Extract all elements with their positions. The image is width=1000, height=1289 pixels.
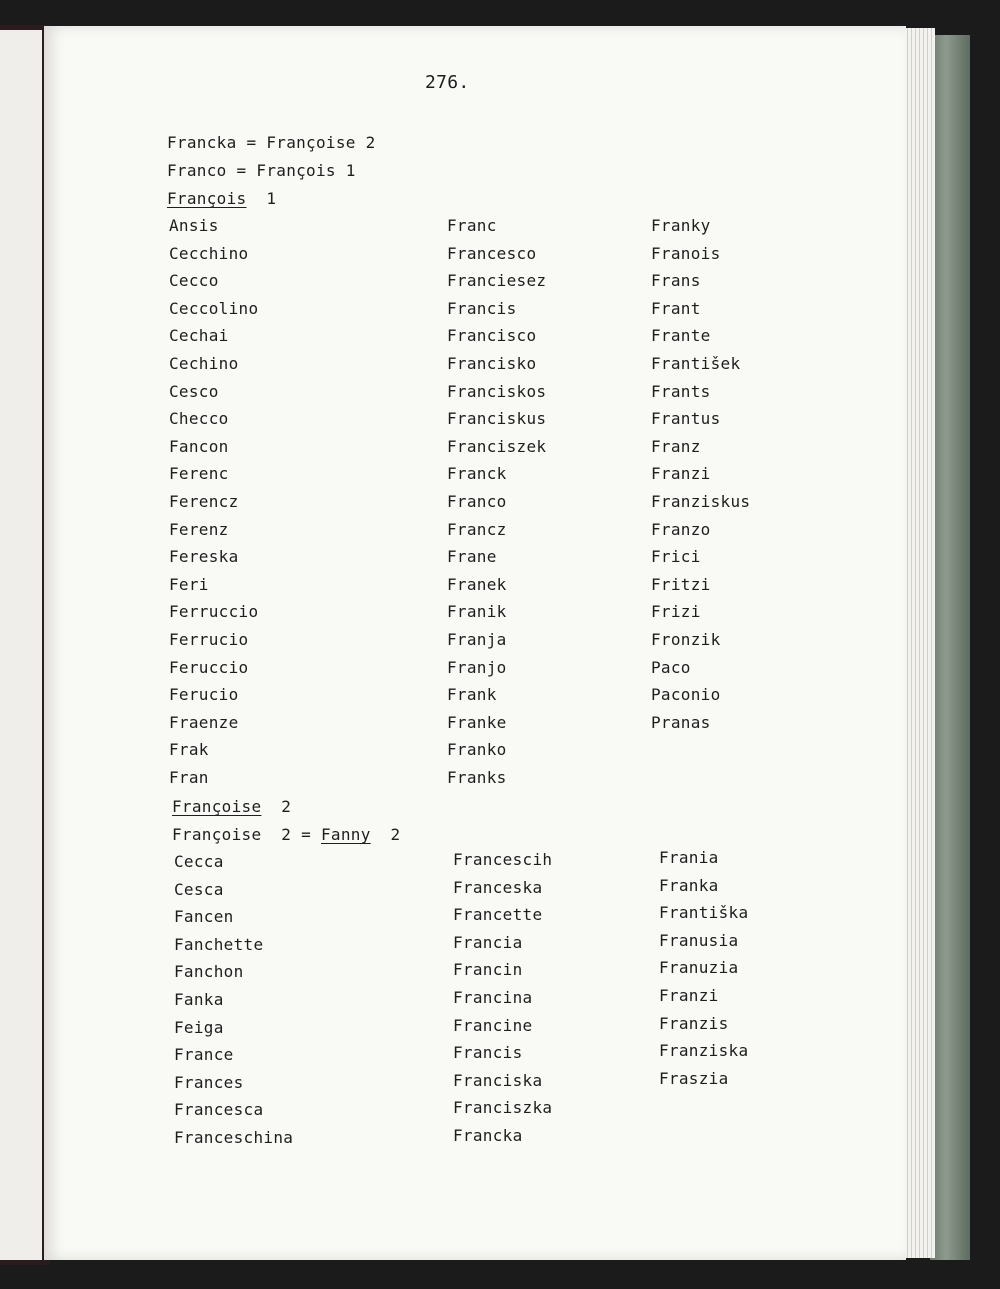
name-entry: Frak — [169, 740, 209, 760]
name-entry: Franciesez — [447, 271, 547, 291]
name-entry: Franusia — [659, 930, 739, 950]
name-entry: Franks — [447, 767, 507, 787]
name-entry: Franciskus — [447, 409, 547, 429]
name-entry: Franik — [447, 602, 507, 622]
page-number: 276. — [425, 72, 470, 93]
section1-column-2 — [447, 212, 546, 791]
book-cover-right — [930, 35, 970, 1260]
name-entry: Frantus — [651, 409, 721, 429]
name-entry: Franois — [651, 243, 721, 263]
name-entry: Francescih — [453, 850, 553, 869]
name-entry: Francina — [453, 987, 533, 1007]
name-entry: Ferencz — [169, 491, 239, 511]
section2-equiv-count: 2 — [390, 825, 401, 844]
name-entry: Franzis — [659, 1013, 729, 1033]
name-entry: Franek — [447, 574, 507, 594]
name-entry: Fereska — [169, 547, 239, 567]
section2-equiv-prefix: Françoise 2 = — [172, 825, 321, 844]
name-entry: Franka — [659, 875, 719, 895]
section1-heading — [167, 189, 276, 208]
name-entry: Fancen — [174, 907, 234, 927]
name-entry: Franciskos — [447, 381, 547, 401]
section2-column-1 — [174, 848, 293, 1152]
name-entry: Pranas — [651, 712, 711, 732]
name-entry: Franko — [447, 740, 507, 760]
name-entry: Francisko — [447, 353, 537, 373]
name-entry: Francine — [453, 1015, 533, 1035]
name-entry: Frane — [447, 547, 497, 567]
section2-equivalence — [172, 825, 400, 844]
name-entry: Paco — [651, 657, 691, 677]
header-line-1: Francka = Françoise 2 — [167, 133, 376, 152]
name-entry: Francka — [453, 1125, 523, 1145]
name-entry: Franceska — [453, 877, 543, 897]
name-entry: Frant — [651, 298, 701, 318]
name-entry: Fronzik — [651, 629, 721, 649]
name-entry: Franciszek — [447, 436, 547, 456]
name-entry: Frici — [651, 547, 701, 567]
name-entry: Francesco — [447, 243, 537, 263]
name-entry: Feruccio — [169, 657, 249, 677]
name-entry: Franz — [651, 436, 701, 456]
name-entry: Františka — [659, 903, 749, 923]
name-entry: Cechai — [169, 326, 229, 346]
section2-heading-count: 2 — [281, 797, 292, 816]
section2-equiv-name: Fanny — [321, 825, 371, 844]
name-entry: Francia — [453, 932, 523, 952]
name-entry: Francis — [447, 298, 517, 318]
name-entry: Cecchino — [169, 243, 249, 263]
name-entry: Fraszia — [659, 1068, 729, 1088]
section1-column-1 — [169, 212, 258, 791]
name-entry: Franziska — [659, 1041, 749, 1061]
name-entry: Fraenze — [169, 712, 239, 732]
name-entry: Ferenc — [169, 464, 229, 484]
section1-heading-name: François — [167, 189, 247, 208]
name-entry: Frans — [651, 271, 701, 291]
name-entry: Checco — [169, 409, 229, 429]
name-entry: Feri — [169, 574, 209, 594]
section1-column-3 — [651, 212, 750, 736]
name-entry: Francesca — [174, 1100, 264, 1120]
name-entry: Fanka — [174, 989, 224, 1009]
name-entry: Cesco — [169, 381, 219, 401]
header-line-2: Franco = François 1 — [167, 161, 356, 180]
name-entry: Cecco — [169, 271, 219, 291]
name-entry: Ansis — [169, 216, 219, 235]
name-entry: Franzi — [659, 985, 719, 1005]
name-entry: Feiga — [174, 1017, 224, 1037]
name-entry: Franceschina — [174, 1127, 294, 1147]
facing-page-edge — [0, 30, 42, 1260]
name-entry: Francette — [453, 905, 543, 925]
section2-heading — [172, 797, 291, 816]
section2-heading-name: Françoise — [172, 797, 262, 816]
name-entry: Fancon — [169, 436, 229, 456]
name-entry: Frania — [659, 848, 719, 867]
name-entry: Frizi — [651, 602, 701, 622]
name-entry: France — [174, 1045, 234, 1065]
name-entry: Franzo — [651, 519, 711, 539]
name-entry: Frante — [651, 326, 711, 346]
name-entry: Franke — [447, 712, 507, 732]
name-entry: Francis — [453, 1043, 523, 1063]
name-entry: Franziskus — [651, 491, 751, 511]
name-entry: Franky — [651, 216, 711, 235]
name-entry: Francisco — [447, 326, 537, 346]
section2-column-3 — [659, 844, 748, 1092]
name-entry: Franuzia — [659, 958, 739, 978]
section2-column-2 — [453, 846, 552, 1150]
name-entry: Ceccolino — [169, 298, 259, 318]
name-entry: František — [651, 353, 741, 373]
name-entry: Fran — [169, 767, 209, 787]
name-entry: Franco — [447, 491, 507, 511]
name-entry: Frank — [447, 685, 497, 705]
name-entry: Franc — [447, 216, 497, 235]
name-entry: Ferrucio — [169, 629, 249, 649]
name-entry: Frances — [174, 1072, 244, 1092]
name-entry: Franck — [447, 464, 507, 484]
section1-heading-count: 1 — [266, 189, 277, 208]
name-entry: Franciska — [453, 1070, 543, 1090]
name-entry: Ferenz — [169, 519, 229, 539]
name-entry: Paconio — [651, 685, 721, 705]
name-entry: Fanchette — [174, 934, 264, 954]
name-entry: Franjo — [447, 657, 507, 677]
name-entry: Franzi — [651, 464, 711, 484]
name-entry: Cechino — [169, 353, 239, 373]
name-entry: Ferruccio — [169, 602, 259, 622]
name-entry: Fanchon — [174, 962, 244, 982]
name-entry: Franja — [447, 629, 507, 649]
name-entry: Franciszka — [453, 1098, 553, 1118]
name-entry: Cesca — [174, 879, 224, 899]
name-entry: Francz — [447, 519, 507, 539]
name-entry: Francin — [453, 960, 523, 980]
name-entry: Frants — [651, 381, 711, 401]
name-entry: Fritzi — [651, 574, 711, 594]
name-entry: Cecca — [174, 852, 224, 871]
name-entry: Ferucio — [169, 685, 239, 705]
